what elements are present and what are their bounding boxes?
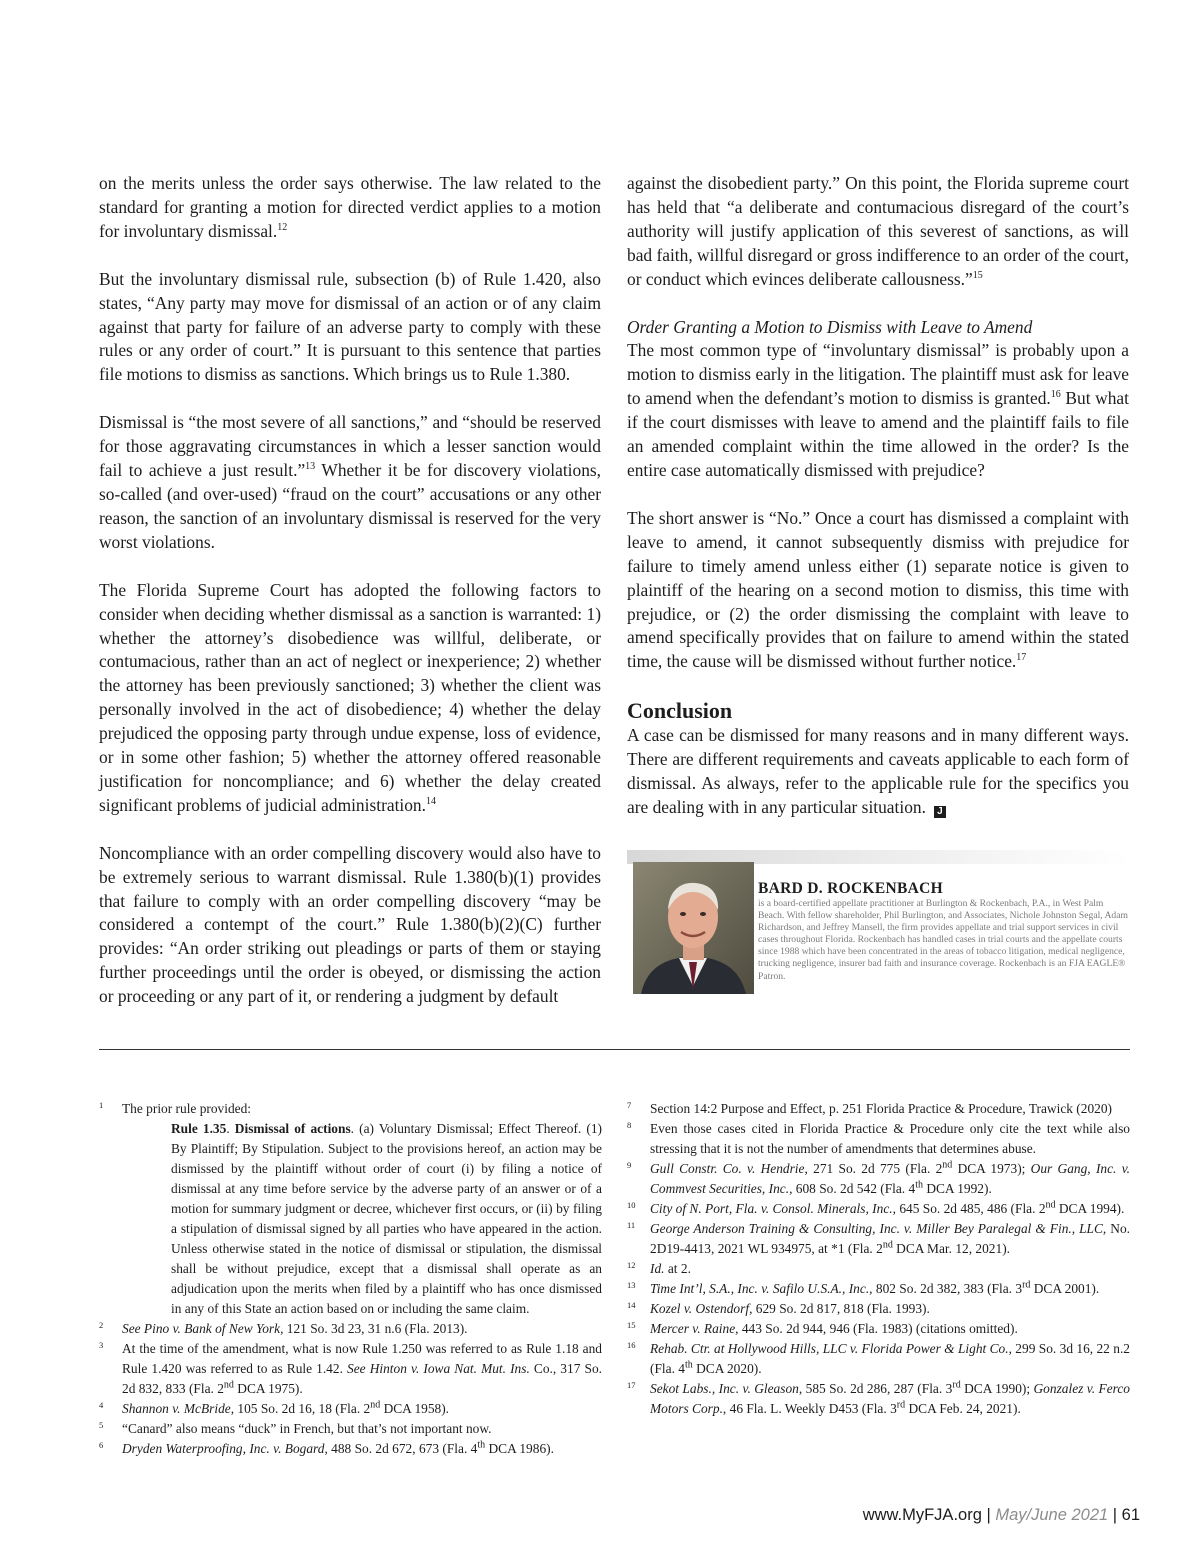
footnote-5: 5 “Canard” also means “duck” in French, but that’s not important now.	[99, 1420, 492, 1436]
left-paragraph-2: But the involuntary dismissal rule, subsection (b) of Rule 1.420, also states, “Any party may move for dismissal of an action or of any claim against that party for failure of an adverse party to comply with these rules or any order of court.” It is pursuant to this sentence that parties file motions to dismiss as sanctions. Which brings us to Rule 1.380.	[99, 268, 601, 385]
footnote-15: 15 Mercer v. Raine, 443 So. 2d 944, 946 (Fla. 1983) (citations omitted).	[627, 1320, 1018, 1336]
footnote-7: 7 Section 14:2 Purpose and Effect, p. 251 Florida Practice & Procedure, Trawick (2020)	[627, 1100, 1113, 1116]
right-paragraph-2: The most common type of “involuntary dismissal” is probably upon a motion to dismiss early in the litigation. The plaintiff must ask for leave to amend when the defendant’s motion to dismiss is granted.$^{16}$ But what if the court dismisses with leave to amend and the plaintiff fails to file an amended complaint within the time allowed in the order? Is the entire case automatically dismissed with prejudice?	[627, 340, 1129, 480]
footnote-ref: 14	[425, 796, 436, 808]
footnote-17: 17 Sekot Labs., Inc. v. Gleason, 585 So. 2d 286, 287 (Fla. 3rd DCA 1990); Gonzalez v. Ferco Motors Corp., 46 Fla. L. Weekly D453 (Fla. 3rd DCA Feb. 24, 2021).	[627, 1379, 1130, 1416]
footnote-13: 13 Time Int’l, S.A., Inc. v. Safilo U.S.A., Inc., 802 So. 2d 382, 383 (Fla. 3rd DCA 2001).	[627, 1279, 1100, 1296]
footnote-16: 16 Rehab. Ctr. at Hollywood Hills, LLC v. Florida Power & Light Co., 299 So. 3d 16, 22 n.2 (Fla. 4th DCA 2020).	[627, 1340, 1130, 1376]
footnote-3: 3 At the time of the amendment, what is now Rule 1.250 was referred to as Rule 1.18 and Rule 1.420 was referred to as Rule 1.42. See Hinton v. Iowa Nat. Mut. Ins. Co., 317 So. 2d 832, 833 (Fla. 2nd DCA 1975).	[99, 1340, 602, 1396]
footnote-14: 14 Kozel v. Ostendorf, 629 So. 2d 817, 818 (Fla. 1993).	[627, 1300, 930, 1316]
footnote-9: 9 Gull Constr. Co. v. Hendrie, 271 So. 2d 775 (Fla. 2nd DCA 1973); Our Gang, Inc. v. Commvest Securities, Inc., 608 So. 2d 542 (Fla. 4th DCA 1992).	[627, 1159, 1130, 1196]
website-link[interactable]: www.MyFJA.org	[862, 1506, 982, 1524]
left-paragraph-1: on the merits unless the order says otherwise. The law related to the standard for granting a motion for directed verdict applies to a motion for involuntary dismissal.$^{12}$	[99, 173, 601, 241]
footnote-6: 6 Dryden Waterproofing, Inc. v. Bogard, 488 So. 2d 672, 673 (Fla. 4th DCA 1986).	[99, 1439, 554, 1456]
conclusion-paragraph: A case can be dismissed for many reasons and in many different ways. There are different requirements and caveats applicable to each form of dismissal. As always, refer to the applicable rule for the specifics you are dealing with in any particular situation. J	[627, 725, 1129, 817]
footnote-ref: 13	[305, 461, 316, 473]
conclusion-heading: Conclusion	[627, 698, 733, 724]
author-name: BARD D. ROCKENBACH	[758, 880, 943, 897]
left-column	[99, 172, 601, 1009]
author-portrait-image	[633, 862, 754, 994]
footnote-ref: 15	[972, 269, 983, 281]
page-footer: www.MyFJA.org | May/June 2021 | 61	[862, 1506, 1140, 1524]
issue-date: May/June 2021	[995, 1506, 1109, 1524]
footnote-8: 8 Even those cases cited in Florida Practice & Procedure only cite the text while also stressing that it is not the number of amendments that determines abuse.	[627, 1120, 1130, 1156]
end-of-article-icon: J	[934, 806, 946, 818]
left-paragraph-4: The Florida Supreme Court has adopted the following factors to consider when deciding whether dismissal as a sanction is warranted: 1) whether the attorney’s disobedience was willful, deliberate, or contumacious, rather than an act of neglect or inexperience; 2) whether the attorney has been previously sanctioned; 3) whether the client was personally involved in the act of disobedience; 4) whether the delay prejudiced the opposing party through undue expense, loss of evidence, or in some other fashion; 5) whether the attorney offered reasonable justification for noncompliance; and 6) whether the delay created significant problems of judicial administration.$^{14}$	[99, 579, 601, 815]
left-paragraph-5: Noncompliance with an order compelling discovery would also have to be extremely serious to warrant dismissal. Rule 1.380(b)(1) provides that failure to comply with an order compelling discovery “may be considered a contempt of the court.” Rule 1.380(b)(2)(C) further provides: “An order striking out pleadings or parts of them or staying further proceedings until the order is obeyed, or dismissing the action or proceeding or any part of it, or rendering a judgment by default	[99, 842, 601, 1007]
footnote-ref: 17	[1016, 652, 1027, 664]
author-photo	[633, 862, 754, 994]
right-paragraph-3: The short answer is “No.” Once a court has dismissed a complaint with leave to amend, it cannot subsequently dismiss with prejudice for failure to timely amend unless either (1) separate notice is given to plaintiff of the hearing on a second motion to dismiss, this time with prejudice, or (2) the order dismissing the complaint with leave to amend specifically provides that on failure to amend within the stated time, the cause will be dismissed without further notice.$^{17}$	[627, 507, 1129, 672]
author-bio-text: is a board-certified appellate practitioner at Burlington & Rockenbach, P.A., in West Palm Beach. With fellow shareholder, Phil Burlington, and Associates, Nichole Johnston Segal, Adam Richardson, and Jeffrey Mansell, the firm provides appellate and trial support services in civil cases throughout Florida. Rockenbach has handled cases in trial courts and the appellate courts since 1988 which have been concentrated in the areas of tobacco litigation, medical negligence, trucking negligence, insurer bad faith and insurance coverage. Rockenbach is an FJA EAGLE® Patron.	[758, 898, 1128, 982]
section-subheading: Order Granting a Motion to Dismiss with Leave to Amend	[627, 316, 1033, 337]
footnotes-right	[627, 1099, 1130, 1419]
footnote-divider	[99, 1049, 1130, 1050]
right-column	[627, 172, 1129, 820]
author-bio-box	[627, 850, 1130, 1015]
footnote-1: 1 The prior rule provided:	[99, 1100, 252, 1116]
footnote-ref: 12	[277, 222, 288, 234]
footnote-1-quote: Rule 1.35. Dismissal of actions. (a) Voluntary Dismissal; Effect Thereof. (1) By Plaintiff; By Stipulation. Subject to the provisions hereof, an action may be dismissed by the plaintiff without order of court (i) by filing a notice of dismissal at any time before service by the adverse party of an answer or of a motion for summary judgment or decree, whichever first occurs, or (ii) by filing a stipulation of dismissal signed by all parties who have appeared in the action. Unless otherwise stated in the notice of dismissal or stipulation, the dismissal shall be without prejudice, except that a dismissal shall operate as an adjudication upon the merits when filed by a plaintiff who has once dismissed in any of this State an action based on or including the same claim.	[171, 1121, 602, 1316]
right-paragraph-1: against the disobedient party.” On this point, the Florida supreme court has held that “a deliberate and contumacious disregard of the court’s authority will justify application of this severest of sanctions, as will bad faith, willful disregard or gross indifference to an order of the court, or conduct which evinces deliberate callousness.”$^{15}$	[627, 173, 1129, 289]
left-paragraph-3: Dismissal is “the most severe of all sanctions,” and “should be reserved for those aggravating circumstances in which a lesser sanction would fail to achieve a just result.”$^{13}$ Whether it be for discovery violations, so-called (and over-used) “fraud on the court” accusations or any other reason, the sanction of an involuntary dismissal is reserved for the very worst violations.	[99, 412, 602, 552]
footnote-11: 11 George Anderson Training & Consulting, Inc. v. Miller Bey Paralegal & Fin., LLC, No. 2D19-4413, 2021 WL 934975, at *1 (Fla. 2nd DCA Mar. 12, 2021).	[627, 1220, 1130, 1256]
footnote-2: 2 See Pino v. Bank of New York, 121 So. 3d 23, 31 n.6 (Fla. 2013).	[99, 1320, 468, 1336]
footnote-12: 12 Id. at 2.	[627, 1260, 691, 1276]
page-number: 61	[1121, 1506, 1140, 1524]
footnote-4: 4 Shannon v. McBride, 105 So. 2d 16, 18 (Fla. 2nd DCA 1958).	[99, 1399, 450, 1416]
footnote-ref: 16	[1050, 389, 1061, 401]
footnotes-left	[99, 1099, 602, 1459]
footnote-10: 10 City of N. Port, Fla. v. Consol. Minerals, Inc., 645 So. 2d 485, 486 (Fla. 2nd DCA 1994).	[627, 1199, 1125, 1216]
